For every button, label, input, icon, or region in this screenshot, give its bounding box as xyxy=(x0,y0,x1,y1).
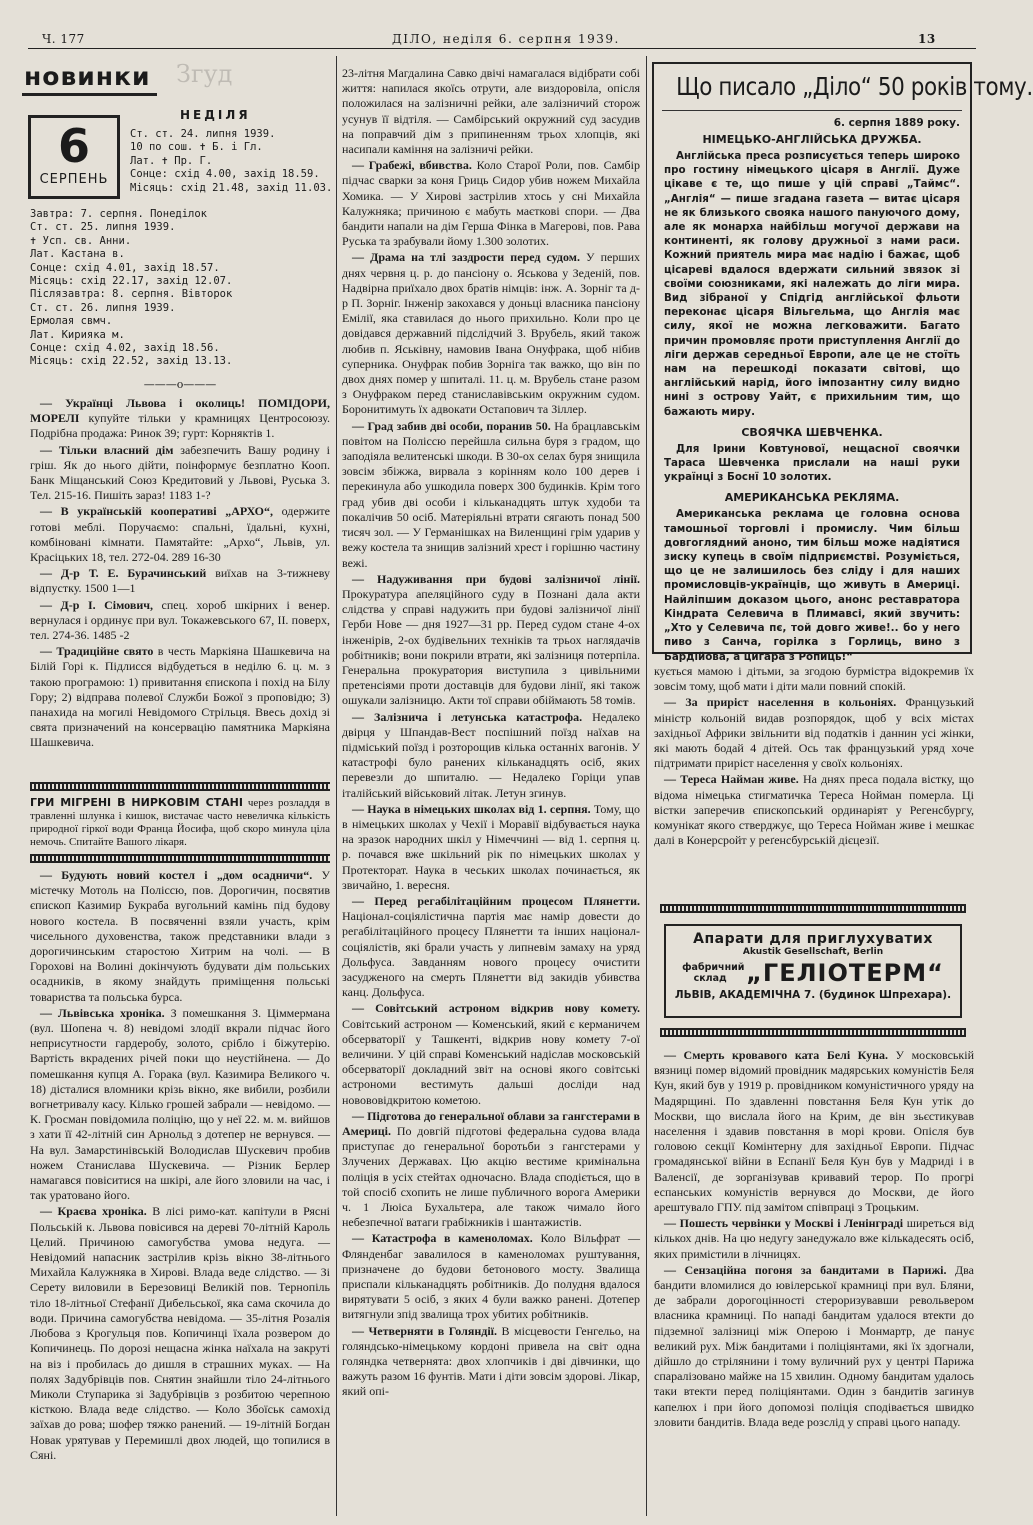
box-title: Що писало „Діло“ 50 років тому. xyxy=(676,72,1033,101)
subhead-2: СВОЯЧКА ШЕВЧЕНКА. xyxy=(741,425,883,439)
cal-line: Лат. Кастана в. xyxy=(30,248,125,261)
fifty-years-ago-box xyxy=(652,62,1033,663)
news-item: — Надуживання при будові залізничої лінії. Прокуратура апеляційного суду в Познані дала акти слідства у справі надужить при будові залізничої лінії Герби Нове — дня 1927—31 рр. Перед судом стане 4-ох інженірів, 2-ох будівельних техніків та трьох наглядачів робітників; вони покрили втрати, які залізниця потерпіла. Генеральна прокуратория виступила з цивільними претенсіями проти доставців для будови лінії, які також ошукали залізницю. Акти тої справи обіймають 58 томів. xyxy=(342,571,640,708)
news-item: — Катастрофа в каменоломах. Коло Вільфрат — Флянденбаг завалилося в каменоломах руштування, призначене до будови бетонового мосту. Звалища приспали кільканадцять робітників. До полудня вдалося вирятувати 5 осіб, з яких 4 були важко ранені. Дотепер витягнули зпід звалища трох убитих робітників. xyxy=(342,1231,641,1322)
today-line: Лат. ✝ Пр. Г. xyxy=(130,154,213,167)
cal-line: Сонце: схід 4.02, захід 18.56. xyxy=(30,342,220,355)
ad-heading: Апарати для приглухуватих xyxy=(693,931,933,947)
news-item: — Наука в німецьких школах від 1. серпня. Тому, що в німецьких школах у Чехії і Моравії відбувається наука на зразок народних шкіл у Німеччині — від 1. серпня ц. р. почався вже шкільний рік по німецьких школах у Протекторат. Наука в чеських школах починається, як звичайно, 1. вересня. xyxy=(342,801,640,892)
cal-line: Місяць: схід 22.52, захід 13.13. xyxy=(30,355,233,368)
page-number-left: Ч. 177 xyxy=(42,32,85,46)
news-item: — Четверняти в Голяндії. В місцевости Генгельо, на голяндсько-німецькому кордоні привела на світ одна голяндка четвернята: двох хлопчиків і дві дівчинки, що важуть разом 16 фунтів. Мати і діти зовсім здорові. Лікар, який опі- xyxy=(342,1323,640,1399)
news-item: — Перед регабілітаційним процесом Плянетти. Націонал-соціялістична партія має намір довести до регабілітаційного процесу Плянетти та інших націонал-соціялістів, які брали участь у липневім замаху на уряд Дольфуса. Завданням нового процесу очистити засудженого на смерть Плянетти від закидів убивства канц. Дольфуса. xyxy=(342,893,640,1000)
upcoming-calendar xyxy=(30,208,320,369)
today-line: Місяць: схід 21.48, захід 11.03. xyxy=(130,181,333,194)
subtext-1: Англійська преса розписується теперь широко про гостину німецького цісаря в Англії. Дуже цікаве є те, що пише у цій справі „Таймс“. „Англія“ — пише згадана газета — витає цісаря не як близького свояка нашого пануючого дому, але як монарха найбільш могучої держави на континенті, як голову дружньої з нами раси. Кожний приятель мира має надію і бажає, щоб цісареві вдалося вдержати сильний звязок зі своїми союзниками, які належать до ліги мира. Вид зібраної у Спідгід англійської фльоти переконає цісаря Вільгельма, що Англія має силу, якої не можна легковажити. Багато причин промовляє проти приступлення Англії до ліги держав середньої Европи, але це не стоїть нам на перешкоді показати світові, що англійський нарід, його імпозантну силу видно нині з острову Уайт, є прихильним тим, що бажають миру. xyxy=(664,150,960,418)
news-item: — Д-р Т. Е. Бурачинський виїхав на 3-тижневу відпустку. 1500 1—1 xyxy=(30,566,330,596)
issue-title: ДІЛО, неділя 6. серпня 1939. xyxy=(392,32,620,46)
box-date: 6. серпня 1889 року. xyxy=(833,117,960,129)
news-item: — Тільки власний дім забезпечить Вашу родину і гріш. Як до нього дійти, поінформує безплатно Кооп. Банк Міщанський Союз Кредитовий у Львові, Руська 3. Тел. 215-16. Пишіть зараз! 1183 1-? xyxy=(30,442,330,503)
subhead-3: АМЕРИКАНСЬКА РЕКЛЯМА. xyxy=(724,491,900,505)
news-item: кується мамою і дітьми, за згодою бурмістра відокремив їх зовсім тому, щоб мати і діти мали повний спокій. xyxy=(654,664,974,694)
news-item: — Краєва хроніка. В лісі римо-кат. капітули в Рясні Польській к. Львова повісився на дереві 70-літній Кароль Целий. Причиною самогубства умова недуга. — Невідомий напасник застрілив крізь вікно 38-літнього Михайла Калужняка в Хирові. Влада веде слідство. — Зі Серету виловили в Березовиці Великій пов. Тернопіль тіло 18-літньої Стефанії Дибельської, яка сама скочила до води. Причина самогубства невідома. — 35-літня Розалія Любова з Крогульця пов. Копичинці їхала розвером до Копичинець. По дорозі нещасна жінка наїхала на закруті на віз і пробилась до дишля в страшних муках. — На полях Задубрівців пов. Снятин знайшли тіло 24-літнього Миколи Ступарика зі Задубрівців з розбитою черепною кісткою. Влада веде слідство. — Коло Збоїськ самохід заїхав до рова; шофер тяжко ранений. — 19-літній Богдан Новак урятував у Перемишлі двох людей, що топилися в Сяні. xyxy=(30,1204,330,1462)
ad-warehouse-label: фабричний склад xyxy=(682,962,745,984)
cal-line: ✝ Усп. св. Анни. xyxy=(30,234,132,247)
news-item: — В українській кооперативі „АРХО“, одержите готові меблі. Поручаємо: спальні, їдальні, кухні, комбіновані кімнати. Памятайте: „Архо“, Львів, ул. Красіцьких 18, тел. 272-04. 289 16-30 xyxy=(30,504,330,565)
day-number: 6 xyxy=(57,119,90,173)
cal-line: Ермолая свмч. xyxy=(30,315,113,328)
news-item: — За приріст населення в кольоніях. Французький міністр кольоній видав розпорядок, щоб у всіх містах західньої Африки звільнити від податків і даннин усі жінки, які мають бодай 4 дітей. Ось так французький уряд хоче підтримати приріст населення у своїх кольоніях. xyxy=(654,695,974,771)
news-item: — Львівська хроніка. З помешкання З. Ціммермана (вул. Шопена ч. 8) невідомі злодії вкрали підчас його неприсутности гардеробу, золото, срібло і біжутерію. Вартість вкрадених річей поки що неустійнена. — До помешкання купця А. Горака (вул. Казимира Великого ч. 18) дісталися вломники крізь вікно, яке вибили, розбили вогнетривалу касу. Кілько грошей забрали — невідомо. — К. Гросман повідомила поліцію, що у неї 22. м. м. вийшов з хати її 42-літній син Арнольд з дотепер не вернувся. — На вул. Замарстинівській Володислав Шускевич пробив ножем Станислава Шускевича. — Різник Берлер намагався повіситися на шкірі, але його зловили на час, і так уратовано його. xyxy=(30,1005,330,1203)
news-item: — Грабежі, вбивства. Коло Старої Роли, пов. Самбір підчас сварки за коня Гриць Сидор убив ножем Михайла Хомика. — У Хирові застрілив хтось у сні Михайла Калужняка; причиною є мабуть маєткові спори. — Два бандити напали на дім Герша Фінка в Магерові, пов. Рава Руська та зрабували йому 1.300 золотих. xyxy=(342,158,640,249)
news-item: — Совітський астроном відкрив нову комету. Совітський астроном — Коменський, який є керманичем обсерваторії у Ташкенті, відкрив нову комету 7-ої величини. У цій справі Коменський надіслав московській обсерваторії докладний звіт на основі якого совітські астрономи вестимуть дальші досліди над новововідкритою кометою. xyxy=(342,1001,640,1107)
news-item: — Град забив дві особи, поранив 50. На брацлавськім повітом на Поліссю перейшла сильна буря з градом, що заподіяла велитенські шкоди. В 30-ох селах буря знищила зовсім збіжжа, вирвала з корінням коло 100 дерев і перекинула або ушкодила поверх 300 будинків. Крім того град убив дві особи і кільканадцять штук худоби та покалічив 50 осіб. Матеріяльні втрати сягають понад 500 тисяч зол. — У Германішках на Виленщині грім ударив у вежу костела та знищив залізний хрест і горішню частину вежі. xyxy=(342,418,640,570)
ad-address: ЛЬВІВ, АКАДЕМІЧНА 7. (будинок Шпрехара). xyxy=(674,989,952,1001)
news-item: — Сензаційна погоня за бандитами в Парижі. Два бандити вломилися до ювілерської крамниці при вул. Бляни, де забрали дорогоцінності стероризувавши револьвером власника крамниці. По нападі бандитам удалося втекти до підземної залізниці між Оперою і Монмартр, де панує великий рух. Між бандитами і поліціянтами, які їх здогнали, дійшло до стрілянини і тому вуличний рух у центрі Парижа спаралізовано майже на 15 хвилин. Одному бандитам удалось таки втекти перед поліціянтами. Один з бандитів загинув капелюх і при його допомозі поліція сподівається швидко зловити бандитів. Влада веде розслід у справі цього нападу. xyxy=(654,1262,974,1429)
news-item: — Українці Львова і околиць! ПОМІДОРИ, МОРЕЛІ купуйте тільки у крамницях Центросоюзу. Подрібна продажа: Ринок 39; гурт: Корняктів 1. xyxy=(30,396,330,441)
ad-company: Akustik Gesellschaft, Berlin xyxy=(742,947,884,957)
left-news-2 xyxy=(30,868,330,1514)
cal-line: Місяць: схід 22.17, захід 12.07. xyxy=(30,275,233,288)
ornamental-divider xyxy=(660,904,966,913)
ornamental-divider xyxy=(30,854,330,863)
cal-line: Завтра: 7. серпня. Понеділок xyxy=(30,208,208,220)
month-name: СЕРПЕНЬ xyxy=(39,172,109,187)
header-rule xyxy=(28,48,976,49)
column-rule xyxy=(646,56,647,1516)
news-item: — Будують новий костел і „дом осадничи“. У містечку Мотоль на Поліссю, пов. Дорогичин, посвятив єпископ Казимир Букраба вугольний камінь під будову нового костела. В посвяченні взяли участь, крім чисельного духовенства, також представники влади з дорогичинським старостою Хитрим на чолі. — В Горохові на Волині докінчують будувати дім польських осадників, в якому знайдуть приміщення польські товариства та польська бурса. xyxy=(30,868,331,1004)
news-item: — Тереса Найман живе. На днях преса подала вістку, що відома німецька стигматичка Тереса Нойман померла. Ці вістки заперечив єпископський ординаріят у Регенсбургу, комунікат якого стверджує, що Тереса Нойман живе і мешкає далі в Конерсройт у реґенсбурській дієцезії. xyxy=(654,772,974,848)
middle-news xyxy=(342,66,640,1516)
news-item: — Д-р І. Сімович, спец. хороб шкірних і венер. вернулася і ординує при вул. Токажевського 67, II. поверх, тел. 274-36. 1485 -2 xyxy=(30,597,330,643)
section-title: новинки xyxy=(22,62,157,96)
news-item: — Драма на тлі заздрости перед судом. У перших днях червня ц. р. до пансіону о. Яськова у Зеденій, пов. Надвірна приїхало двох братів німців: інж. А. Зорніг та д-р П. Зорніг. Інженір закохався у доньці власника пансіону Емілії, яка ставилася до нього прихильно. Коли про це довідався державний підслідчий З. Врубель, який також любив п. Яськівну, намовив Івана Онуфрака, щоб нібив суперника. Онуфрак побив Зорніга так важко, що він по двох днях помер у шпиталі. 11. ц. м. Врубель стане разом з Онуфраком перед станиславівським окружним судом. Боронитимуть їх адвокати Остапович та Зіллер. xyxy=(342,250,641,417)
cal-line: Лат. Кирияка м. xyxy=(30,328,125,341)
right-news-1 xyxy=(654,664,974,884)
page-number-right: 13 xyxy=(918,32,936,46)
news-item: — Смерть кровавого ката Белі Куна. У московській вязниці помер відомий провідник мадярських комуністів Беля Кун, який був у 1919 р. провідником комуністичного уряду на Мадярщині. По здавленні повстання Беля Кун утік до Москви, що вислала його на Крим, де він зьєстикував населення і здавив повстання в морі крови. Опісля був головою секції Комінтерну для західньої Европи. Підчас громадянської війни в Еспанії Беля Кун був у Мадриді і в Валенсії, де зорганізував кривавий терор. По прогрі еспанських комуністів вернувся до Москви, де його арештувало ГПУ. під замітом співпраці з Троцьким. xyxy=(654,1048,974,1215)
left-news-1 xyxy=(30,396,330,750)
today-line: Сонце: схід 4.00, захід 18.59. xyxy=(130,168,320,181)
news-item: 23-літня Магдалина Савко двічі намагалася відібрати собі життя: напилася якоїсь отрути, але виздоровіла, опісля положилася на залізничні рейки, але залізничий сторож усунув її відтіля. — Самбірський окружний суд засудив на поправчий дім з припиненням трьох хлопців, які насипали каміння на залізничі рейки. xyxy=(342,66,640,157)
ad-brand-row xyxy=(666,959,960,987)
news-item: — Залізнича і летунська катастрофа. Недалеко двірця у Шпандав-Вест поспішний поїзд наїхав на підміський поїзд і розторощив кілька останніх вагонів. У катастрофі було ранених кільканадцять осіб, яких перевезли до шпиталю. — Недалеко Горіци упав італійський військовий літак. Летун згинув. xyxy=(342,709,640,800)
cal-line: Післязавтра: 8. серпня. Вівторок xyxy=(30,288,233,301)
ornamental-divider xyxy=(660,1028,966,1037)
bleed-through-text: Згуд xyxy=(176,60,233,88)
ad-brand: „ГЕЛІОТЕРМ“ xyxy=(746,959,944,987)
news-item: — Підготова до генеральної облави за гангстерами в Америці. По довгій підготові федеральна судова влада приступає до генеральної боротьби з гангстерами у Злучених Державах. Цю акцію вестиме кримінальна поліція в усіх стейтах одночасно. Влада сподіється, що в той спосіб схопить не лише публичного ворога Америки ч. 1 Люіса Бухальтера, але також чимало його небезпечної ватаги грабіжників і шантажистів. xyxy=(342,1108,640,1230)
weekday-label: НЕДІЛЯ xyxy=(180,108,251,122)
mineral-water-ad: ГРИ МІГРЕНІ В НИРКОВІМ СТАНІ через розладдя в травленні шлунка і кишок, вистачає часто невеличка кількість природної гіркої води Франца Йосифа, щоб скоро минула ціла немочь. Спитайте Вашого лікаря. xyxy=(30,796,330,848)
subtext-2: Для Ірини Ковтунової, нещасної своячки Тараса Шевченка прислали на наші руки українці з Боснї 10 золотих. xyxy=(664,442,960,484)
calendar-divider: ———o——— xyxy=(143,378,217,391)
news-item: — Пошесть червінки у Москві і Ленінграді ширеться від кількох днів. На цю недугу занедужало вже кількадесять осіб, яких примістили в лічницях. xyxy=(654,1216,975,1261)
subhead-1: НІМЕЦЬКО-АНГЛІЙСЬКА ДРУЖБА. xyxy=(702,133,922,146)
today-calendar xyxy=(130,128,333,195)
news-item: — Традиційне свято в честь Маркіяна Шашкевича на Білій Горі к. Підлисся відбудеться в неділю 6. ц. м. з такою програмою: 1) привитання єпископа і похід на Білу Гору; 2) відправа полевої Служби Божої з проповідю; 3) панахида на могилі Невідомого Стрільця. Ввесь дохід зі свята призначений на консервацію памятника Маркіяна Шашкевича. xyxy=(30,644,330,750)
cal-line: Сонце: схід 4.01, захід 18.57. xyxy=(30,261,220,274)
date-box xyxy=(28,115,120,199)
column-rule xyxy=(336,56,337,1516)
cal-line: Ст. ст. 26. липня 1939. xyxy=(30,301,176,314)
today-line: 10 по сош. ✝ Б. і Гл. xyxy=(130,141,263,154)
today-line: Ст. ст. 24. липня 1939. xyxy=(130,128,276,140)
right-news-2 xyxy=(654,1048,974,1514)
subtext-3: Американська реклама це головна основа тамошньої торговлі і промислу. Чим більш довгоглядний аноно, тим більш може надіятися зиску купець в своїм підприємстві. Розуміється, що це не залишилось без сліду і для наших промисловців-українців, що живуть в Америці. Найліпшим доказом цього, анонс реставратора Кіндрата Селевича в Плимавсі, який звучить: „Хто у Селевича пє, той довго живе!.. бо у него пиво з Санча, горілка з Горлиць, вино з Бардійова, а цигара з Ропиць!“ xyxy=(664,508,960,663)
cal-line: Ст. ст. 25. липня 1939. xyxy=(30,221,176,234)
ornamental-divider xyxy=(30,782,330,791)
heliotherm-ad xyxy=(664,924,962,1018)
box-title-rule xyxy=(662,110,962,111)
